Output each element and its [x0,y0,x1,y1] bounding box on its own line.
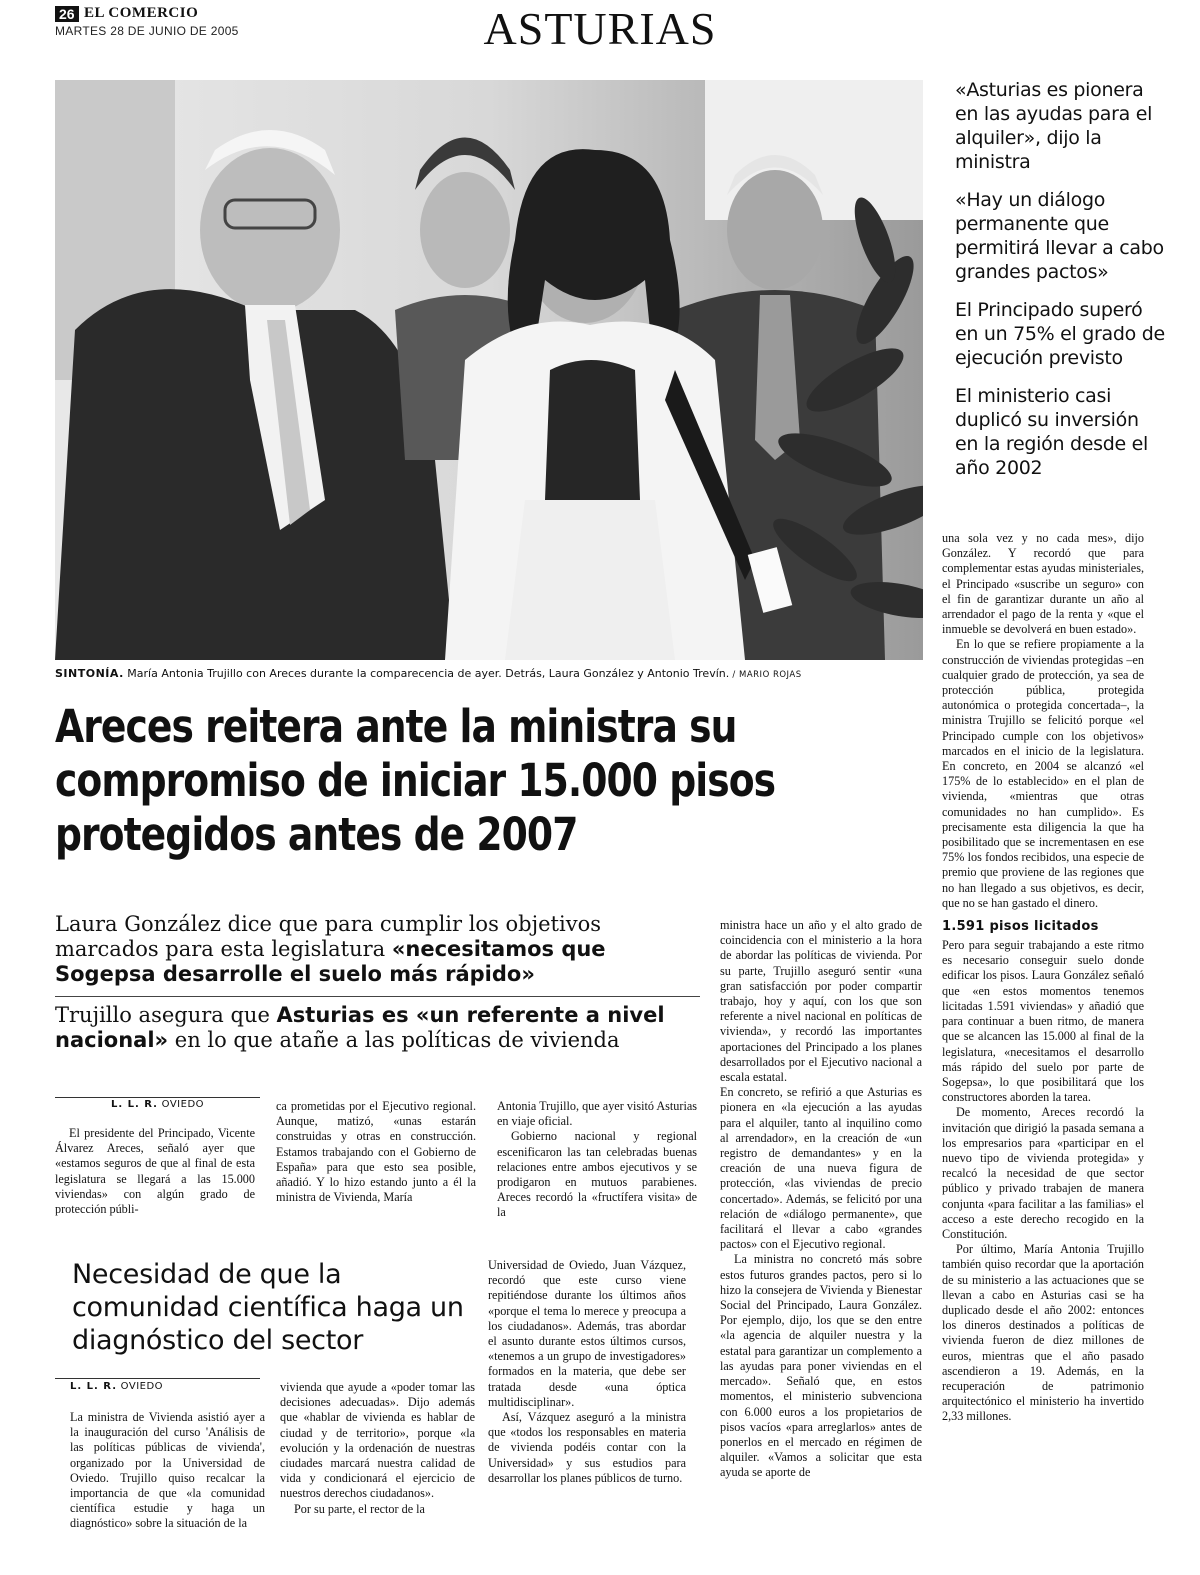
divider [55,1097,260,1098]
subheadline-text: Laura González dice que para cumplir los objetivos marcados para esta legislatura [55,912,601,961]
paragraph: ca prometidas por el Ejecutivo regional. Aunque, matizó, «unas estarán construidas y otras en construcción. Estamos trabajando con el Gobierno de España» para que esto sea posible, añadió. Y lo hizo estando junto a él la ministra de Vivienda, María [276,1099,476,1205]
paragraph: La ministra no concretó más sobre estos futuros grandes pactos, pero si lo hizo la consejera de Vivienda y Bienestar Social del Principado, Laura González. Por ejemplo, dijo, los que se den entre «la agencia de alquiler nuestra y la estatal para garantizar un complemento a las ayudas para poner viviendas en el mercado». Señaló que, en estos momentos, el ministerio subvenciona con 6.000 euros a los propietarios de pisos vacíos «para arreglarlos» antes de ponerlos en el mercado en régimen de alquiler. «Vamos a solicitar que esta ayuda se aporte de [720,1252,922,1480]
paragraph: En lo que se refiere propiamente a la construcción de viviendas protegidas –en cualquier grado de protección, ya sea de protección pública, protegida autonómica o protegida concertada–, la ministra Trujillo se felicitó porque «el Principado cumple con los objetivos» marcados en el inicio de la legislatura. En concreto, en 2004 se alcanzó «el 175% de lo establecido» en el plan de vivienda, «mientras que otras comunidades no han cumplido». Es precisamente esta diligencia la que ha posibilitado que se incrementasen en ese 75% los fondos recibidos, una especie de premio que proviene de las regiones que no han llegado a sus objetivos, es decir, que no se han gastado el dinero. [942,637,1144,910]
pull-quote: «Hay un diálogo permanente que permitirá llevar a cabo grandes pactos» [955,189,1164,283]
byline-place: OVIEDO [157,1099,205,1110]
article-column [55,1126,255,1217]
divider [55,1378,260,1379]
main-headline: Areces reitera ante la ministra su compromiso de iniciar 15.000 pisos protegidos antes de 2007 [55,700,776,861]
secondary-headline: Necesidad de que la comunidad científica haga un diagnóstico del sector [72,1259,464,1356]
paragraph: Gobierno nacional y regional escenificaron las tan celebradas buenas relaciones entre ambos ejecutivos y se prodigaron en mutuos parabienes. Areces recordó la «fructífera visita» de la [497,1129,697,1220]
paragraph: Así, Vázquez aseguró a la ministra que «todos los responsables en materia de vivienda podéis contar con la Universidad» y sus estudios para desarrollar los planes públicos de turno. [488,1410,686,1485]
page-number: 26 [55,6,79,22]
paragraph: De momento, Areces recordó la invitación que dirigió la pasada semana a los empresarios para «participar en el nuevo tipo de vivienda protegida» y recalcó la necesidad de que sector público y privado trabajen de manera conjunta «para facilitar a las familias» el acceso a este derecho recogido en la Constitución. [942,1105,1144,1241]
caption-text: María Antonia Trujillo con Areces durante la comparecencia de ayer. Detrás, Laura González y Antonio Trevín. [123,667,730,680]
byline [70,1381,163,1392]
article-column [942,531,1144,1425]
subheadline-bold: Asturias es «un referente a nivel nacional» [55,1003,665,1052]
paragraph: Por último, María Antonia Trujillo también quiso recordar que la aportación de su ministerio a las actuaciones que se llevan a cabo en Asturias casi se ha duplicado desde el año 2002: entonces los dineros destinados a políticas de vivienda fueron de diez millones de euros, mientras que el año pasado ascendieron a 19. Además, en la recuperación de patrimonio arquitectónico el ministerio ha invertido 2,33 millones. [942,1242,1144,1424]
pull-quotes [955,78,1165,494]
article-column [276,1099,476,1205]
paragraph: Por su parte, el rector de la [294,1501,425,1516]
subheadline-text: Trujillo asegura que [55,1003,277,1027]
paragraph: Universidad de Oviedo, Juan Vázquez, recordó que este curso viene repitiéndose durante los últimos años «porque el tema lo merece y preocupa a los ciudadanos». Además, tras abordar el asunto durante estos últimos cursos, «tenemos a un grupo de investigadores» formados en la materia, que debe ser tratada desde «una óptica multidisciplinar». [488,1258,686,1409]
paragraph: vivienda que ayude a «poder tomar las decisiones adecuadas». Dijo además que «hablar de vivienda es hablar de ciudad y de territorio», porque «la evolución y la ordenación de nuestras ciudades marcará nuestra calidad de vida y condicionará el ejercicio de nuestros derechos ciudadanos». [280,1380,475,1501]
section-title: ASTURIAS [483,3,717,54]
subheadline-bold: «necesitamos que Sogepsa desarrolle el suelo más rápido» [55,937,606,986]
subheadline-2 [55,1003,705,1053]
paragraph: En concreto, se refirió a que Asturias es pionera en «la ejecución a las ayudas para el alquiler, tanto al inquilino como al arrendador», en la creación de «un registro de demandantes» y en la creación de una nueva figura de protección, «las viviendas de precio concertado». Además, se felicitó por una relación de «diálogo permanente», que facilitará el llevar a cabo «grandes pactos» con el Ejecutivo regional. [720,1085,922,1252]
divider [55,996,700,997]
byline [55,1099,260,1110]
paragraph: La ministra de Vivienda asistió ayer a la inauguración del curso 'Análisis de las políticas públicas de vivienda', organizado por la Universidad de Oviedo. Trujillo quiso recalcar la importancia de que «la comunidad científica estudie y haga un diagnóstico» sobre la situación de la [70,1410,265,1531]
paragraph: El presidente del Principado, Vicente Álvarez Areces, señaló ayer que «estamos seguros de que al final de esta legislatura se llegará a las 15.000 viviendas» con algún grado de protección públi- [55,1126,255,1217]
article-column [280,1380,475,1517]
paragraph: Pero para seguir trabajando a este ritmo es necesario conseguir suelo donde edificar los pisos. Laura González señaló que «en estos momentos tenemos licitadas 1.591 viviendas» y añadió que para continuar a buen ritmo, de manera que se alcancen las 15.000 al final de la legislatura, «necesitamos el desarrollo más rápido del suelo por parte de Sogepsa», lo que posibilitará que los constructores aborden la tarea. [942,938,1144,1105]
paragraph: ministra hace un año y el alto grado de coincidencia con el ministerio a la hora de abordar las políticas de vivienda. Por su parte, Trujillo aseguró sentir «una gran satisfacción por poder compartir trabajo, hoy y aquí, con los que son referente a nivel nacional en políticas de vivienda», y recordó las importantes aportaciones del Principado a los planes desarrollados por el Ejecutivo nacional a escala estatal. [720,918,922,1085]
article-column [70,1410,265,1532]
paragraph: una sola vez y no cada mes», dijo González. Y recordó que para complementar estas ayudas ministeriales, el Principado «suscribe un seguro» con el fin de garantizar durante un año al arrendador el pago de la renta y «que el inmueble se devolverá en buen estado». [942,531,1144,637]
subheadline-1 [55,912,705,987]
caption-label: SINTONÍA. [55,667,124,680]
photo-illustration [55,80,923,660]
paragraph: Antonia Trujillo, que ayer visitó Asturias en viaje oficial. [497,1099,697,1129]
photo-credit: / MARIO ROJAS [729,670,802,680]
issue-date: MARTES 28 DE JUNIO DE 2005 [55,24,239,38]
byline-place: OVIEDO [117,1381,164,1392]
photo-caption [55,667,923,680]
intertitle: 1.591 pisos licitados [942,919,1099,935]
article-column [720,918,922,1481]
newspaper-name: EL COMERCIO [84,5,199,21]
article-column [497,1099,697,1221]
pull-quote: El ministerio casi duplicó su inversión en la región desde el año 2002 [955,385,1148,479]
news-photo [55,80,923,660]
article-column [488,1258,686,1486]
pull-quote: El Principado superó en un 75% el grado de ejecución previsto [955,299,1165,369]
subheadline-text: en lo que atañe a las políticas de vivienda [168,1028,620,1052]
byline-author: L. L. R. [70,1381,117,1392]
pull-quote: «Asturias es pionera en las ayudas para el alquiler», dijo la ministra [955,79,1153,173]
byline-author: L. L. R. [110,1099,158,1110]
